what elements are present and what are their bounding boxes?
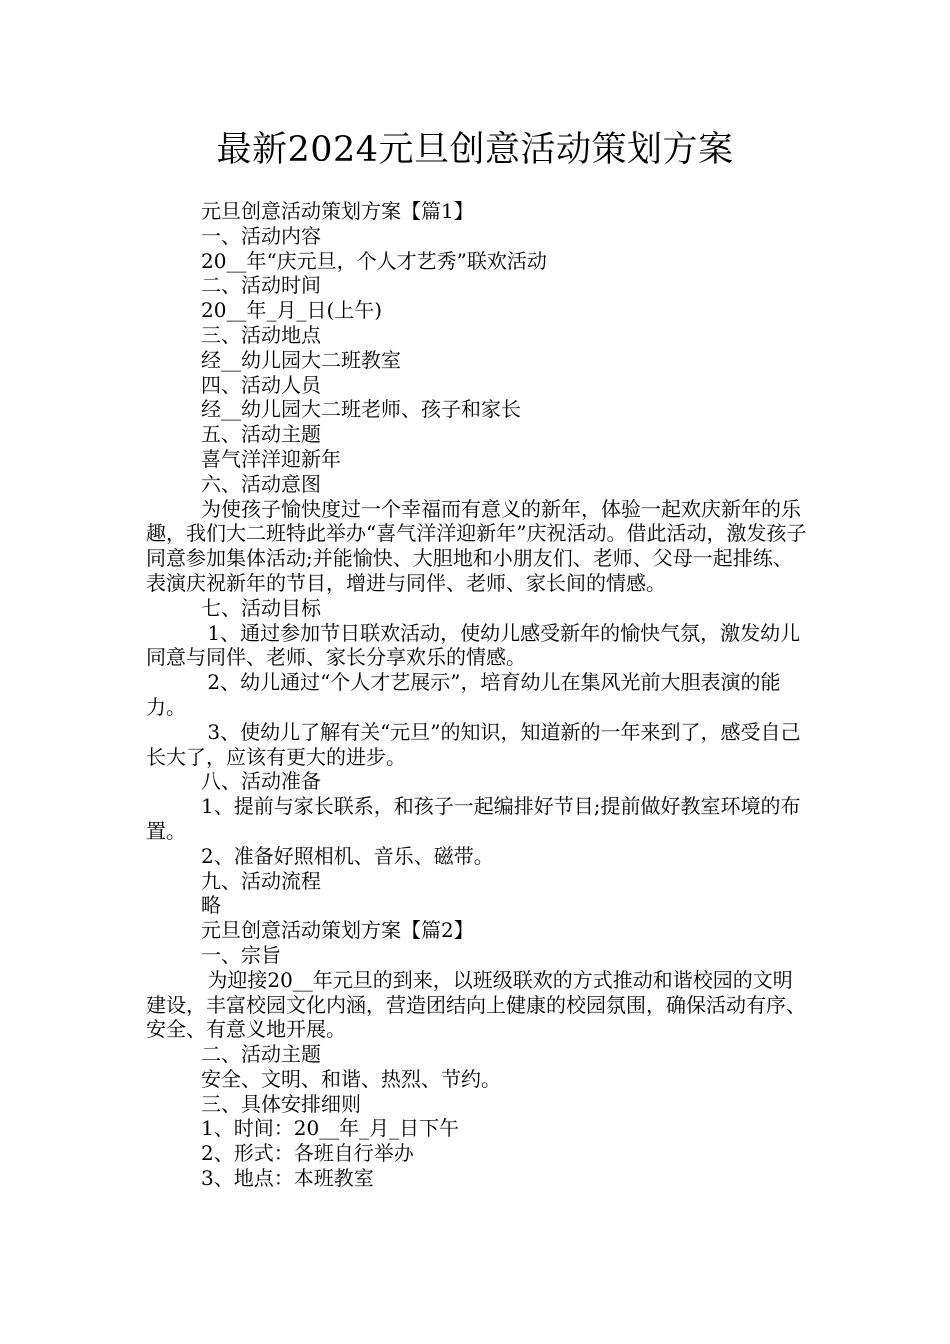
body-line: 3、地点：本班教室 xyxy=(201,1166,374,1191)
body-line: 八、活动准备 xyxy=(201,769,321,794)
body-line: 1、时间：20__年_月_日下午 xyxy=(201,1116,460,1141)
body-line: 二、活动时间 xyxy=(201,273,321,298)
body-line: 六、活动意图 xyxy=(201,471,321,496)
body-line: 五、活动主题 xyxy=(201,422,321,447)
body-paragraph: 为迎接20__年元旦的到来，以班级联欢的方式推动和谐校园的文明建设，丰富校园文化内涵，营造团结向上健康的校园氛围，确保活动有序、安全、有意义地开展。 xyxy=(146,967,806,1042)
body-line: 2、准备好照相机、音乐、磁带。 xyxy=(201,843,494,868)
body-line: 元旦创意活动策划方案【篇2】 xyxy=(201,918,474,943)
body-line: 喜气洋洋迎新年 xyxy=(201,446,341,471)
body-line: 经__幼儿园大二班老师、孩子和家长 xyxy=(201,397,521,422)
body-line: 20__年_月_日(上午) xyxy=(201,298,383,323)
body-paragraph: 1、通过参加节日联欢活动，使幼儿感受新年的愉快气氛，激发幼儿同意与同伴、老师、家长分享欢乐的情感。 xyxy=(146,620,801,670)
document-title: 最新2024元旦创意活动策划方案 xyxy=(216,130,734,170)
body-line: 20__年“庆元旦，个人才艺秀”联欢活动 xyxy=(201,248,547,273)
body-paragraph: 2、幼儿通过“个人才艺展示”，培育幼儿在集风光前大胆表演的能力。 xyxy=(146,670,781,719)
body-paragraph: 为使孩子愉快度过一个幸福而有意义的新年，体验一起欢庆新年的乐趣，我们大二班特此举办“喜气洋洋迎新年”庆祝活动。借此活动，激发孩子同意参加集体活动;并能愉快、大胆地和小朋友们、老师、父母一起排练、表演庆祝新年的节目，增进与同伴、老师、家长间的情感。 xyxy=(146,496,807,595)
body-line: 元旦创意活动策划方案【篇1】 xyxy=(201,199,474,223)
document-body xyxy=(146,199,810,1191)
body-line: 三、活动地点 xyxy=(201,322,321,347)
body-line: 2、形式：各班自行举办 xyxy=(201,1141,414,1166)
body-line: 安全、文明、和谐、热烈、节约。 xyxy=(201,1066,501,1091)
body-line: 三、具体安排细则 xyxy=(201,1091,361,1116)
body-paragraph: 1、提前与家长联系，和孩子一起编排好节目;提前做好教室环境的布置。 xyxy=(146,794,801,843)
body-line: 二、活动主题 xyxy=(201,1042,321,1067)
body-line: 七、活动目标 xyxy=(201,595,321,620)
body-line: 一、宗旨 xyxy=(201,942,281,967)
body-line: 九、活动流程 xyxy=(201,868,321,893)
body-line: 一、活动内容 xyxy=(201,223,321,248)
body-line: 经__幼儿园大二班教室 xyxy=(201,347,401,372)
body-line: 略 xyxy=(201,893,221,918)
body-line: 四、活动人员 xyxy=(201,372,321,397)
body-paragraph: 3、使幼儿了解有关“元旦”的知识，知道新的一年来到了，感受自己长大了，应该有更大的进步。 xyxy=(146,719,801,769)
